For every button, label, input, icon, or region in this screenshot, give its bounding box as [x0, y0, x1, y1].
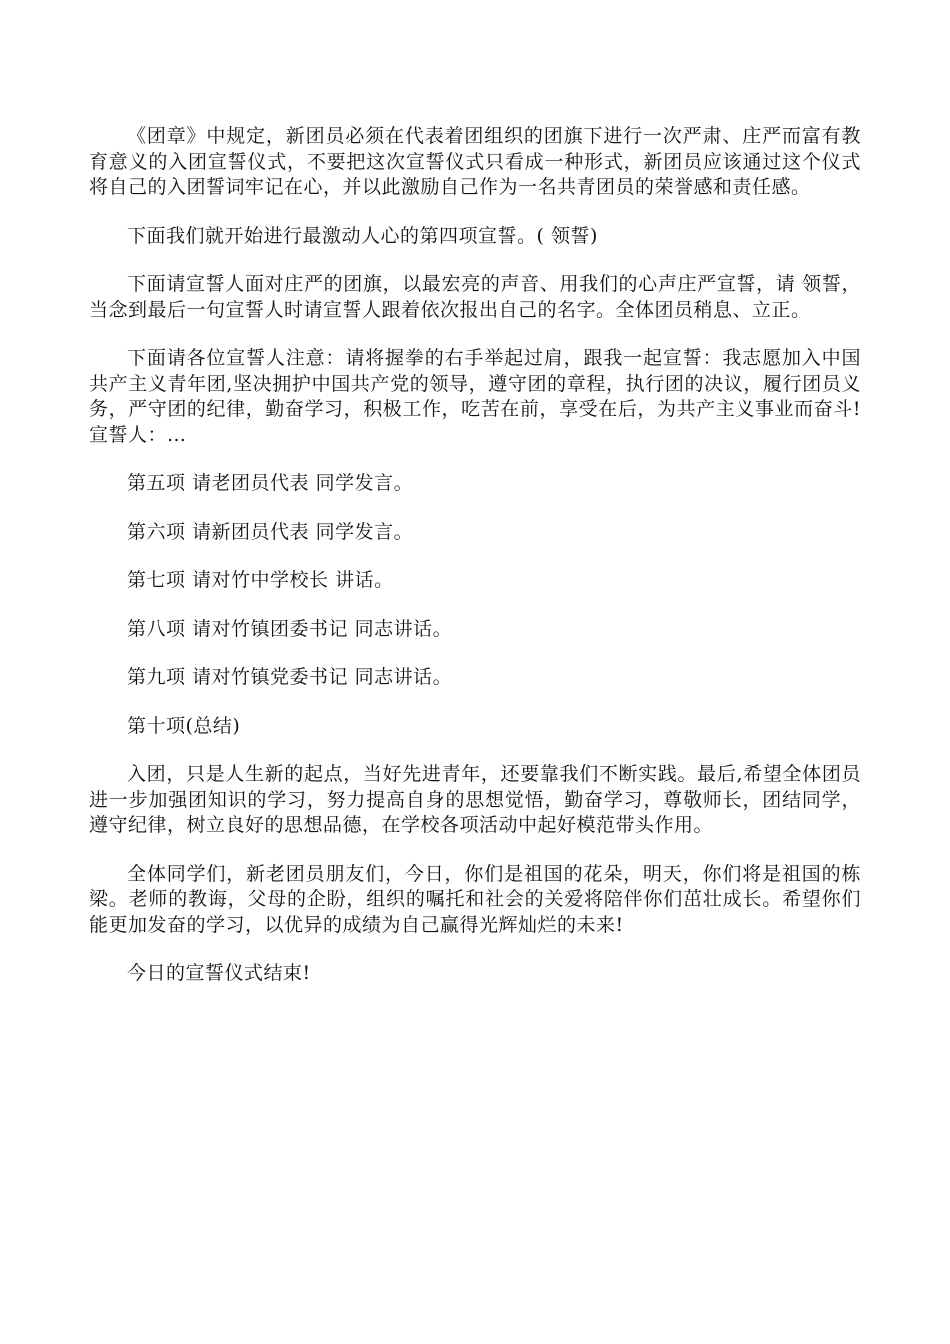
paragraph-ceremony-end: 今日的宣誓仪式结束!: [127, 962, 311, 984]
paragraph-oath-instructions: 下面请宣誓人面对庄严的团旗，以最宏亮的声音、用我们的心声庄严宣誓，请 领誓，当念到最后一句宣誓人时请宣誓人跟着依次报出自己的名字。全体团员稍息、立正。: [89, 273, 861, 321]
paragraph-intro: 《团章》中规定，新团员必须在代表着团组织的团旗下进行一次严肃、庄严而富有教育意义的入团宣誓仪式，不要把这次宣誓仪式只看成一种形式，新团员应该通过这个仪式将自己的入团誓词牢记在心，并以此激励自己作为一名共青团员的荣誉感和责任感。: [89, 125, 861, 198]
paragraph-oath-start: 下面我们就开始进行最激动人心的第四项宣誓。( 领誓): [127, 224, 598, 247]
paragraph-item-7: 第七项 请对竹中学校长 讲话。: [127, 569, 394, 591]
paragraph-summary: 入团，只是人生新的起点，当好先进青年，还要靠我们不断实践。最后,希望全体团员进一步加强团知识的学习，努力提高自身的思想觉悟，勤奋学习，尊敬师长，团结同学，遵守纪律，树立良好的思想品德，在学校各项活动中起好模范带头作用。: [89, 763, 861, 836]
paragraph-item-5: 第五项 请老团员代表 同学发言。: [127, 472, 414, 494]
paragraph-item-6: 第六项 请新团员代表 同学发言。: [127, 520, 414, 543]
paragraph-item-10: 第十项(总结): [127, 714, 241, 737]
paragraph-closing-wishes: 全体同学们，新老团员朋友们，今日，你们是祖国的花朵，明天，你们将是祖国的栋梁。老师的教诲，父母的企盼，组织的嘱托和社会的关爱将陪伴你们茁壮成长。希望你们能更加发奋的学习，以优异的成绩为自己赢得光辉灿烂的未来!: [89, 862, 861, 936]
paragraph-item-8: 第八项 请对竹镇团委书记 同志讲话。: [127, 617, 453, 640]
paragraph-oath-text: 下面请各位宣誓人注意：请将握拳的右手举起过肩，跟我一起宣誓：我志愿加入中国共产主义青年团,坚决拥护中国共产党的领导，遵守团的章程，执行团的决议，履行团员义务，严守团的纪律，勤奋学习，积极工作，吃苦在前，享受在后，为共产主义事业而奋斗!宣誓人：…: [89, 347, 861, 446]
paragraph-item-9: 第九项 请对竹镇党委书记 同志讲话。: [127, 666, 453, 688]
document-body: [89, 124, 861, 1010]
